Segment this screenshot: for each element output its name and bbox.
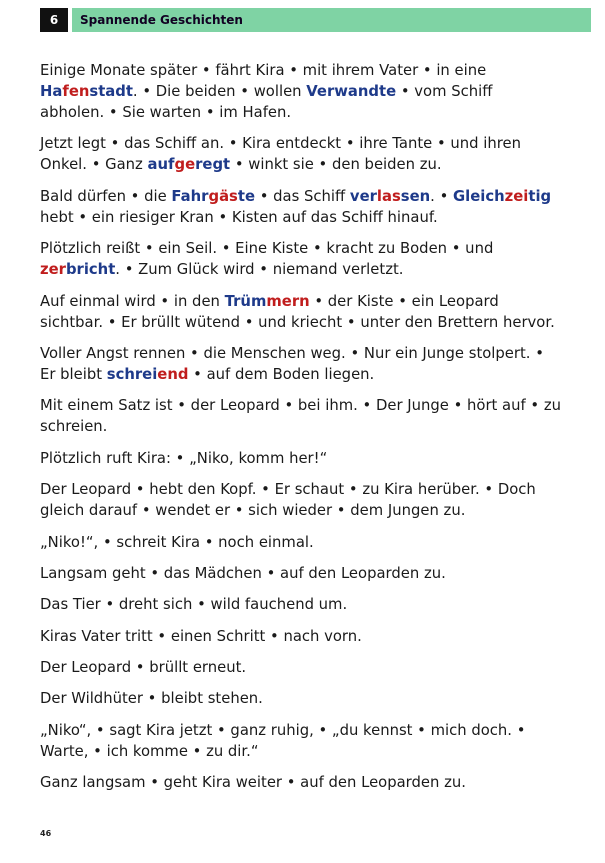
text-segment: Plötzlich ruft Kira: • „Niko, komm her!“ (40, 449, 328, 467)
highlighted-syllable: regt (195, 156, 231, 174)
story-paragraph (40, 772, 580, 793)
chapter-title: Spannende Geschichten (72, 8, 591, 32)
highlighted-syllable: gäs (208, 187, 238, 205)
text-segment: schreien. (40, 418, 108, 436)
text-segment: . • Die beiden • wollen (132, 83, 307, 100)
highlighted-syllable: auf (147, 156, 175, 174)
story-paragraph (40, 291, 580, 333)
text-segment: Er bleibt (40, 365, 107, 383)
text-segment: „Niko!“, • schreit Kira • noch einmal. (40, 533, 314, 551)
text-segment: Der Leopard • brüllt erneut. (40, 659, 247, 677)
text-segment: Der Wildhüter • bleibt stehen. (40, 690, 263, 708)
text-segment: Einige Monate später • fährt Kira • mit ihrem Vater • in eine (40, 62, 487, 79)
text-segment: Plötzlich reißt • ein Seil. • Eine Kiste • kracht zu Boden • und (40, 240, 494, 258)
highlighted-syllable: sen (400, 187, 431, 205)
text-segment: Jetzt legt • das Schiff an. • Kira entdeckt • ihre Tante • und ihren (40, 135, 521, 153)
story-paragraph (40, 532, 580, 553)
text-segment: Voller Angst rennen • die Menschen weg. • Nur ein Junge stolpert. • (40, 344, 544, 362)
text-segment: Das Tier • dreht sich • wild fauchend um. (40, 596, 348, 614)
story-paragraph (40, 395, 580, 437)
text-segment: . • (430, 187, 454, 205)
text-segment: Der Leopard • hebt den Kopf. • Er schaut • zu Kira herüber. • Doch (40, 481, 536, 499)
highlighted-syllable: schrei (106, 365, 158, 383)
text-segment: Bald dürfen • die (40, 187, 172, 205)
highlighted-syllable: las (376, 187, 401, 205)
story-paragraph (40, 563, 580, 584)
text-segment: Warte, • ich komme • zu dir.“ (40, 742, 259, 760)
text-segment: „Niko“, • sagt Kira jetzt • ganz ruhig, • „du kennst • mich doch. • (40, 721, 526, 739)
text-segment: sichtbar. • Er brüllt wütend • und kriecht • unter den Brettern hervor. (40, 313, 555, 331)
story-paragraph (40, 720, 580, 762)
story-paragraph (40, 479, 580, 521)
highlighted-syllable: mern (266, 292, 310, 310)
text-segment: Kiras Vater tritt • einen Schritt • nach vorn. (40, 627, 362, 645)
text-segment: abholen. • Sie warten • im Hafen. (40, 104, 292, 121)
text-segment: . • Zum Glück wird • niemand verletzt. (115, 261, 404, 279)
highlighted-syllable: ge (174, 156, 196, 174)
story-paragraph (40, 186, 580, 228)
story-paragraph (40, 594, 580, 615)
highlighted-syllable: tig (528, 187, 552, 205)
text-segment: Auf einmal wird • in den (40, 292, 225, 310)
text-segment: • auf dem Boden liegen. (188, 365, 375, 383)
highlighted-syllable: Trüm (224, 292, 267, 310)
highlighted-syllable: te (237, 187, 255, 205)
text-segment: • der Kiste • ein Leopard (309, 292, 499, 310)
highlighted-syllable: zei (504, 187, 529, 205)
highlighted-syllable: end (157, 365, 189, 383)
highlighted-syllable: Verwandte (306, 83, 397, 100)
story-paragraph (40, 133, 580, 175)
highlighted-syllable: Gleich (453, 187, 505, 205)
story-paragraph (40, 448, 580, 469)
page-number: 46 (40, 829, 52, 838)
highlighted-syllable: bricht (65, 261, 116, 279)
story-text (40, 60, 580, 804)
story-paragraph (40, 688, 580, 709)
text-segment: Langsam geht • das Mädchen • auf den Leoparden zu. (40, 564, 446, 582)
text-segment: hebt • ein riesiger Kran • Kisten auf das Schiff hinauf. (40, 208, 438, 226)
chapter-header (40, 8, 591, 32)
highlighted-syllable: Fahr (171, 187, 209, 205)
story-paragraph (40, 60, 580, 123)
text-segment: Onkel. • Ganz (40, 156, 148, 174)
highlighted-syllable: zer (40, 261, 66, 279)
text-segment: • das Schiff (254, 187, 350, 205)
highlighted-syllable: fen (62, 83, 90, 100)
highlighted-syllable: Ha (40, 83, 63, 100)
text-segment: Mit einem Satz ist • der Leopard • bei ihm. • Der Junge • hört auf • zu (40, 397, 561, 415)
text-segment: • winkt sie • den beiden zu. (230, 156, 442, 174)
chapter-number: 6 (40, 8, 68, 32)
story-paragraph (40, 238, 580, 280)
story-paragraph (40, 657, 580, 678)
text-segment: Ganz langsam • geht Kira weiter • auf den Leoparden zu. (40, 774, 466, 792)
highlighted-syllable: ver (349, 187, 377, 205)
story-paragraph (40, 626, 580, 647)
story-paragraph (40, 343, 580, 385)
highlighted-syllable: stadt (89, 83, 133, 100)
text-segment: • vom Schiff (396, 83, 493, 100)
text-segment: gleich darauf • wendet er • sich wieder • dem Jungen zu. (40, 502, 466, 520)
